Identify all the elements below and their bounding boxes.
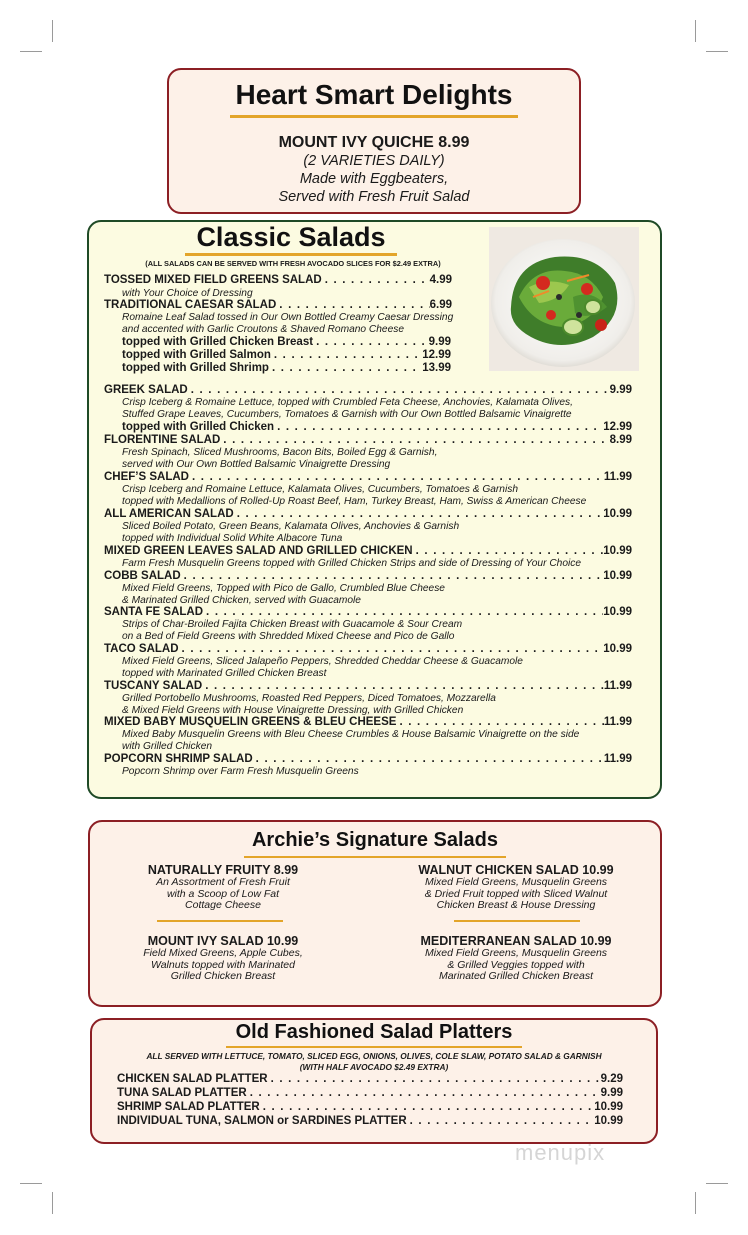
menu-item: TACO SALAD . . . 10.99: [104, 643, 632, 655]
item-desc: & Mixed Field Greens with House Vinaigrette Dressing, with Grilled Chicken: [122, 705, 464, 716]
item-desc: Fresh Spinach, Sliced Mushrooms, Bacon Bits, Boiled Egg & Garnish,: [122, 447, 438, 458]
menu-item: CHEF’S SALAD . . . 11.99: [104, 471, 632, 483]
item-desc: topped with Marinated Grilled Chicken Breast: [122, 668, 327, 679]
topping-item: topped with Grilled Salmon . . . 12.99: [122, 349, 451, 361]
item-desc: Mixed Field Greens, Topped with Pico de Gallo, Crumbled Blue Cheese: [122, 583, 445, 594]
title-underline: [226, 1046, 522, 1048]
divider: [157, 920, 283, 922]
quiche-desc: Served with Fresh Fruit Salad: [278, 189, 470, 205]
item-desc: topped with Individual Solid White Albacore Tuna: [122, 533, 343, 544]
item-desc: Sliced Boiled Potato, Green Beans, Kalamata Olives, Anchovies & Garnish: [122, 521, 460, 532]
item-desc: Farm Fresh Musquelin Greens topped with Grilled Chicken Strips and side of Dressing of Your Choice: [122, 558, 582, 569]
item-desc: & Marinated Grilled Chicken, served with Guacamole: [122, 595, 361, 606]
menu-item: TUSCANY SALAD . . . 11.99: [104, 680, 632, 692]
signature-item: MOUNT IVY SALAD 10.99 Field Mixed Greens, Apple Cubes, Walnuts topped with Marinated Grilled Chicken Breast: [143, 934, 303, 983]
menu-item: GREEK SALAD . . . 9.99: [104, 384, 632, 396]
crop-mark: [706, 51, 728, 52]
heart-smart-title: Heart Smart Delights: [235, 79, 513, 110]
divider: [454, 920, 580, 922]
platter-item: INDIVIDUAL TUNA, SALMON or SARDINES PLATTER . . . 10.99: [117, 1115, 623, 1127]
title-underline: [230, 115, 518, 118]
watermark: menupix: [515, 1140, 606, 1165]
menu-item: COBB SALAD . . . 10.99: [104, 570, 632, 582]
topping-item: topped with Grilled Chicken Breast . . . 9.99: [122, 336, 451, 348]
item-desc: served with Our Own Bottled Balsamic Vinaigrette Dressing: [122, 459, 391, 470]
title-underline: [244, 856, 506, 858]
item-desc: Popcorn Shrimp over Farm Fresh Musquelin Greens: [122, 766, 359, 777]
item-desc: with Your Choice of Dressing: [122, 288, 253, 299]
topping-item: topped with Grilled Shrimp . . . 13.99: [122, 362, 451, 374]
item-desc: on a Bed of Field Greens with Shredded Mixed Cheese and Pico de Gallo: [122, 631, 455, 642]
crop-mark: [706, 1183, 728, 1184]
salad-photo: [489, 227, 639, 371]
crop-mark: [52, 20, 53, 42]
signature-item: NATURALLY FRUITY 8.99 An Assortment of Fresh Fruit with a Scoop of Low Fat Cottage Cheese: [147, 863, 299, 912]
item-desc: Mixed Field Greens, Sliced Jalapeño Peppers, Shredded Cheddar Cheese & Guacamole: [122, 656, 523, 667]
title-underline: [185, 253, 397, 256]
avocado-note: (WITH HALF AVOCADO $2.49 EXTRA): [299, 1062, 449, 1072]
avocado-note: (ALL SALADS CAN BE SERVED WITH FRESH AVOCADO SLICES FOR $2.49 EXTRA): [145, 259, 441, 268]
item-desc: topped with Medallions of Rolled-Up Roast Beef, Ham, Turkey Breast, Ham, Swiss & American Cheese: [122, 496, 587, 507]
item-desc: and accented with Garlic Croutons & Shaved Romano Cheese: [122, 324, 405, 335]
crop-mark: [20, 51, 42, 52]
crop-mark: [695, 1192, 696, 1214]
item-desc: Stuffed Grape Leaves, Cucumbers, Tomatoes & Garnish with Our Own Bottled Balsamic Vinaigrette: [122, 409, 572, 420]
item-desc: with Grilled Chicken: [122, 741, 213, 752]
item-desc: Crisp Iceberg & Romaine Lettuce, topped with Crumbled Feta Cheese, Anchovies, Kalamata Olives,: [122, 397, 573, 408]
item-desc: Crisp Iceberg and Romaine Lettuce, Kalamata Olives, Cucumbers, Tomatoes & Garnish: [122, 484, 518, 495]
menu-item: MIXED GREEN LEAVES SALAD AND GRILLED CHICKEN . . . 10.99: [104, 545, 632, 557]
menu-item: TOSSED MIXED FIELD GREENS SALAD . . . 4.99: [104, 274, 452, 286]
platter-item: SHRIMP SALAD PLATTER . . . 10.99: [117, 1101, 623, 1113]
item-desc: Romaine Leaf Salad tossed in Our Own Bottled Creamy Caesar Dressing: [122, 312, 454, 323]
crop-mark: [52, 1192, 53, 1214]
classic-title: Classic Salads: [196, 222, 386, 252]
quiche-desc: (2 VARIETIES DAILY): [303, 153, 445, 169]
platter-item: TUNA SALAD PLATTER . . . 9.99: [117, 1087, 623, 1099]
crop-mark: [695, 20, 696, 42]
signature-item: MEDITERRANEAN SALAD 10.99 Mixed Field Greens, Musquelin Greens & Grilled Veggies topped with Marinated Grilled Chicken Breast: [420, 934, 612, 983]
menu-item: FLORENTINE SALAD . . . 8.99: [104, 434, 632, 446]
platter-item: CHICKEN SALAD PLATTER . . . 9.29: [117, 1073, 623, 1085]
item-desc: Mixed Baby Musquelin Greens with Bleu Cheese Crumbles & House Balsamic Vinaigrette on the side: [122, 729, 580, 740]
menu-item: ALL AMERICAN SALAD . . . 10.99: [104, 508, 632, 520]
heart-smart-section: [167, 68, 581, 214]
platters-note: ALL SERVED WITH LETTUCE, TOMATO, SLICED EGG, ONIONS, OLIVES, COLE SLAW, POTATO SALAD & GARNISH: [146, 1051, 602, 1061]
platters-title: Old Fashioned Salad Platters: [235, 1021, 513, 1043]
signature-item: WALNUT CHICKEN SALAD 10.99 Mixed Field Greens, Musquelin Greens & Dried Fruit topped with Sliced Walnut Chicken Breast & House Dressing: [418, 863, 614, 912]
menu-item: TRADITIONAL CAESAR SALAD . . . 6.99: [104, 299, 452, 311]
item-desc: Grilled Portobello Mushrooms, Roasted Red Peppers, Diced Tomatoes, Mozzarella: [122, 693, 496, 704]
quiche-desc: Made with Eggbeaters,: [299, 171, 449, 187]
crop-mark: [20, 1183, 42, 1184]
item-desc: Strips of Char-Broiled Fajita Chicken Breast with Guacamole & Sour Cream: [122, 619, 463, 630]
topping-item: topped with Grilled Chicken . . . 12.99: [122, 421, 632, 433]
menu-item: POPCORN SHRIMP SALAD . . . 11.99: [104, 753, 632, 765]
signature-title: Archie’s Signature Salads: [251, 829, 498, 851]
menu-item: SANTA FE SALAD . . . 10.99: [104, 606, 632, 618]
menu-item: MIXED BABY MUSQUELIN GREENS & BLEU CHEESE . . . 11.99: [104, 716, 632, 728]
quiche-item: MOUNT IVY QUICHE 8.99: [278, 134, 470, 151]
